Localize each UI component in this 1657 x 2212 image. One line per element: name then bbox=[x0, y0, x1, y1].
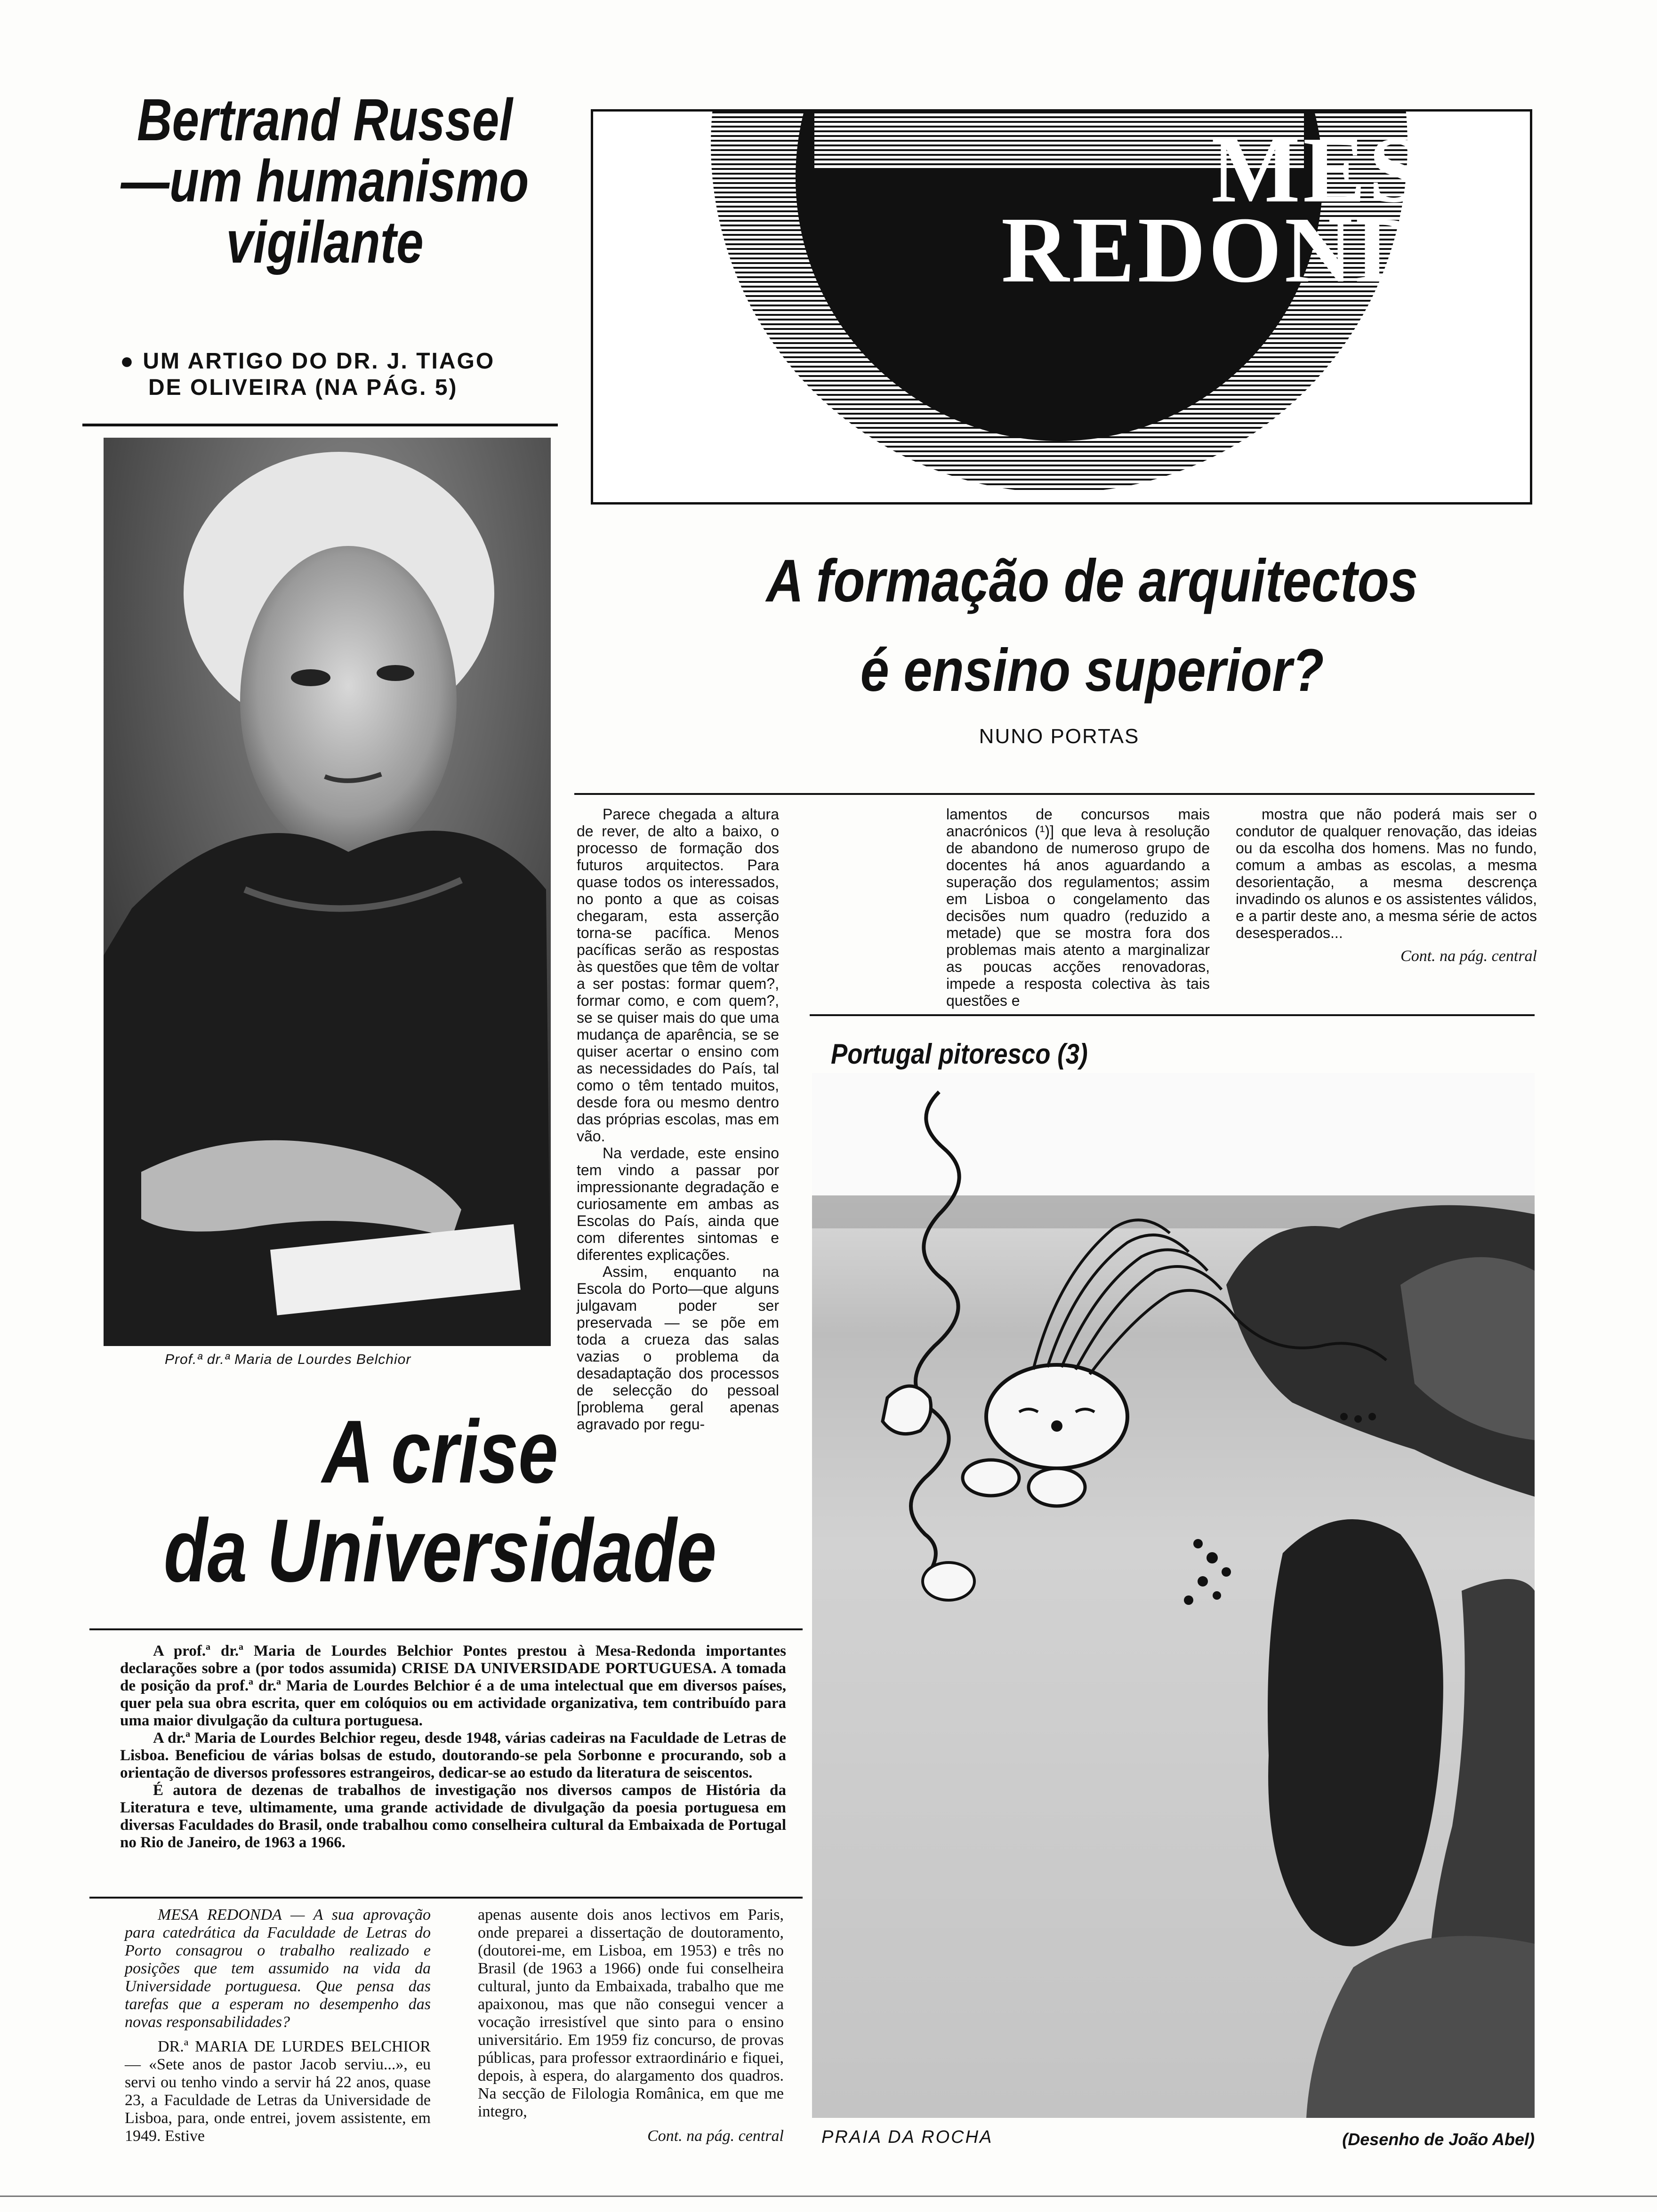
russel-divider bbox=[82, 424, 558, 426]
answer-label: DR.ª MARIA DE LURDES BELCHIOR bbox=[158, 2038, 431, 2055]
arquitectos-col1-p3: Assim, enquanto na Escola do Porto—que alguns julgavam poder ser preservada — se põe em toda a crueza das salas vazias o problema da desadaptação dos processos de selecção do pessoal [problema geral apenas agravado por regu- bbox=[577, 1263, 779, 1433]
page-bottom-rule bbox=[0, 2196, 1657, 2197]
russel-title-line2: —um humanismo bbox=[121, 148, 529, 214]
arquitectos-col2-text: lamentos de concursos mais anacrónicos (¹)] que leva à resolução de abandono de numeroso grupo de docentes há anos aguardando a superação dos regulamentos; assim em Lisboa o congelamento das decisões num quadro (reduzido a metade) que se mostra fora dos problemas mais atento a marginalizar as poucas acções renovadoras, impede a resposta colectiva às tais questões e bbox=[946, 806, 1210, 1009]
arquitectos-col3-text: mostra que não poderá mais ser o condutor de qualquer renovação, das ideias ou da escolha dos homens. Mas no fundo, comum a ambas as escolas, a mesma desorientação, a mesma descrença invadindo os alunos e os assistentes válidos, e a partir deste ano, a mesma série de actos desesperados... bbox=[1236, 806, 1537, 941]
arquitectos-title-line1: A formação de arquitectos bbox=[766, 547, 1418, 615]
russel-title-line3: vigilante bbox=[226, 209, 424, 275]
beach-drawing bbox=[812, 1073, 1535, 2118]
arquitectos-continuation-link[interactable]: Cont. na pág. central bbox=[1400, 947, 1537, 965]
russel-kicker bbox=[120, 348, 544, 401]
portrait-photo bbox=[104, 438, 551, 1346]
masthead-line2: REDONDA bbox=[1001, 198, 1497, 302]
crise-top-rule bbox=[89, 1628, 803, 1630]
russel-kicker-line2: DE OLIVEIRA (NA PÁG. 5) bbox=[148, 375, 458, 400]
cartoon-illustration bbox=[812, 1073, 1535, 2118]
crise-col2-text: apenas ausente dois anos lectivos em Paris, onde preparei a dissertação de doutoramento, (doutorei-me, em Lisboa, em 1953) e três no Brasil (de 1963 a 1966) onde fui conselheira cultural, junto da Embaixada, trabalho que me apaixonou, mas que não consegui vencer a vocação irresistível que sinto para o ensino universitário. Em 1959 fiz concurso, de provas públicas, para professor extraordinário e fiquei, depois, à espera, do alargamento dos quadros. Na secção de Filologia Românica, em que me integro, bbox=[478, 1906, 784, 2120]
masthead-box bbox=[591, 109, 1532, 505]
cartoon-title: Portugal pitoresco (3) bbox=[831, 1038, 1088, 1070]
masthead-line1: MESA bbox=[1211, 118, 1495, 222]
question-text: — A sua aprovação para catedrática da Faculdade de Letras do Porto consagrou o trabalho realizado e posições que tem assumido na vida da Universidade portuguesa. Que pensa das tarefas que a esperam no desempenho das novas responsabilidades? bbox=[125, 1906, 431, 2031]
crise-column-1 bbox=[125, 1906, 431, 2152]
cartoon-credit: (Desenho de João Abel) bbox=[1342, 2130, 1535, 2149]
bullet-icon: ● bbox=[120, 349, 143, 374]
crise-mid-rule bbox=[89, 1897, 803, 1899]
answer-text: — «Sete anos de pastor Jacob serviu...», eu servi ou tenho vindo a servir há 22 anos, quase 23, a Faculdade de Letras da Universidade de Lisboa, para, onde entrei, jovem assistente, em 1949. Estive bbox=[125, 2056, 431, 2145]
crise-title-line1: A crise bbox=[322, 1402, 558, 1502]
photo-caption: Prof.ª dr.ª Maria de Lourdes Belchior bbox=[165, 1352, 411, 1367]
column-rule-right bbox=[810, 1014, 1535, 1016]
crise-headline bbox=[148, 1403, 732, 1600]
question-label: MESA REDONDA bbox=[158, 1906, 282, 1923]
arquitectos-headline bbox=[627, 537, 1558, 715]
arquitectos-col1-p2: Na verdade, este ensino tem vindo a passar por impressionante degradação e curiosamente em ambas as Escolas do País, ainda que com diferentes sintomas e diferentes explicações. bbox=[577, 1145, 779, 1263]
portrait-image bbox=[104, 438, 551, 1346]
crise-column-2 bbox=[478, 1906, 784, 2145]
arquitectos-title-line2: é ensino superior? bbox=[860, 637, 1324, 704]
crise-intro-p3: É autora de dezenas de trabalhos de investigação nos diversos campos de História da Literatura e teve, ultimamente, uma grande actividade de divulgação da poesia portuguesa em diversas Faculdades do Brasil, onde trabalhou como conselheira cultural da Embaixada de Portugal no Rio de Janeiro, de 1963 a 1966. bbox=[120, 1782, 786, 1851]
russel-headline bbox=[120, 89, 529, 273]
russel-title-line1: Bertrand Russel bbox=[137, 87, 513, 153]
crise-intro bbox=[120, 1643, 786, 1851]
arquitectos-column-1 bbox=[577, 806, 779, 1433]
russel-kicker-line1: UM ARTIGO DO DR. J. TIAGO bbox=[143, 349, 495, 374]
crise-continuation-link[interactable]: Cont. na pág. central bbox=[647, 2127, 784, 2145]
arquitectos-column-2 bbox=[946, 806, 1210, 1009]
crise-title-line2: da Universidade bbox=[163, 1501, 717, 1601]
arquitectos-column-3 bbox=[1236, 806, 1537, 965]
crise-intro-p2: A dr.ª Maria de Lourdes Belchior regeu, desde 1948, várias cadeiras na Faculdade de Letras de Lisboa. Beneficiou de várias bolsas de estudo, doutorando-se pela Sorbonne e procurando, sob a orientação de diversos professores estrangeiros, dedicar-se ao estudo da literatura de seiscentos. bbox=[120, 1730, 786, 1781]
column-rule-top bbox=[574, 793, 1535, 795]
arquitectos-author: NUNO PORTAS bbox=[979, 725, 1140, 748]
cartoon-place-label: PRAIA DA ROCHA bbox=[821, 2127, 993, 2147]
arquitectos-col1-p1: Parece chegada a altura de rever, de alto a baixo, o processo de formação dos futuros arquitectos. Para quase todos os interessados, no ponto a que as coisas chegaram, esta asserção torna-se pacífica. Menos pacíficas serão as respostas às questões que têm de voltar a ser postas: formar quem?, formar como, e com quem?, se se quiser mais do que uma mudança de aparência, se se quiser acertar o ensino com as necessidades do País, tal como o têm tentado muitos, desde fora ou mesmo dentro das próprias escolas, mas em vão. bbox=[577, 806, 779, 1145]
crise-intro-p1: A prof.ª dr.ª Maria de Lourdes Belchior Pontes prestou à Mesa-Redonda importantes declarações sobre a (por todos assumida) CRISE DA UNIVERSIDADE PORTUGUESA. A tomada de posição da prof.ª dr.ª Maria de Lourdes Belchior é a de uma intelectual que em diversos países, quer pela sua obra escrita, quer em colóquios ou em actividade organizativa, tem contribuído para uma maior divulgação da cultura portuguesa. bbox=[120, 1643, 786, 1729]
